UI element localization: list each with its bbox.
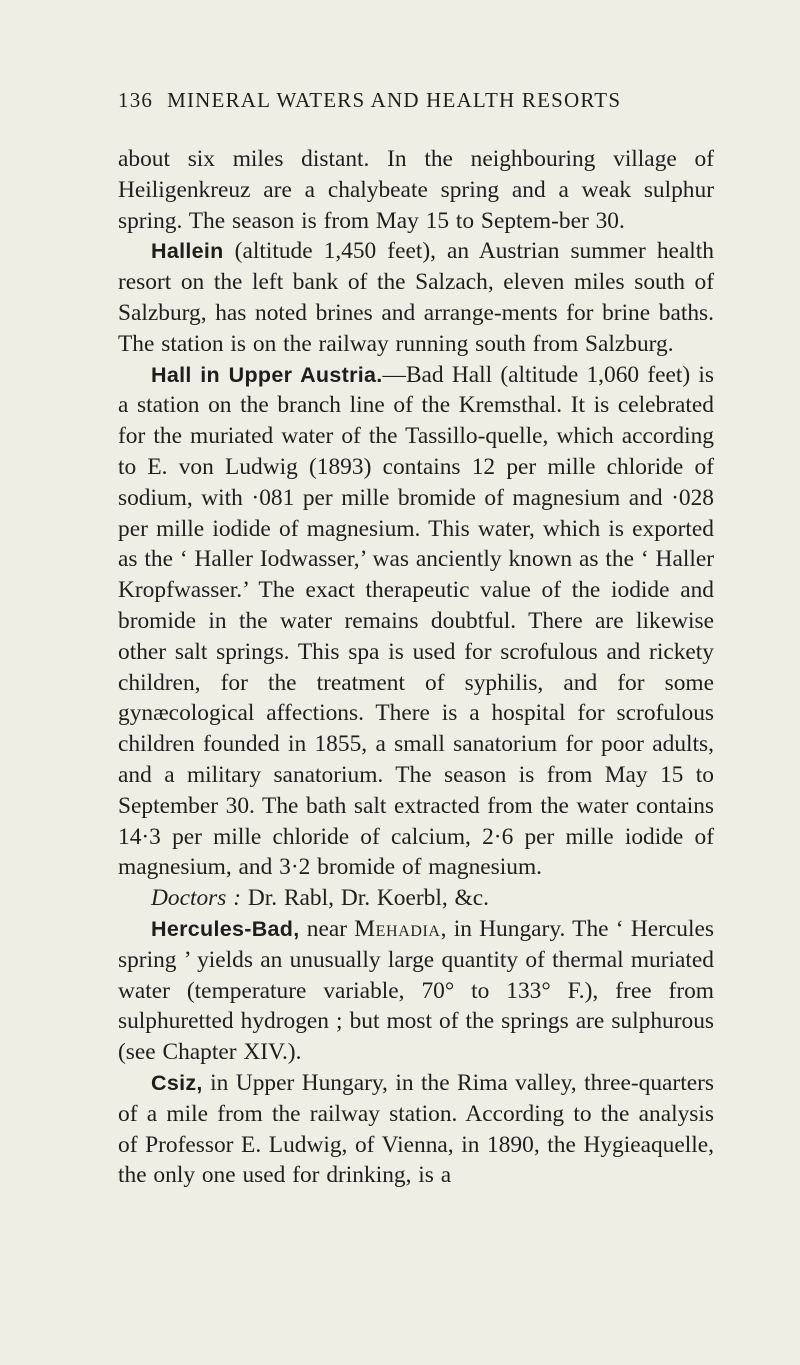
running-head bbox=[118, 88, 718, 113]
entry-text: —Bad Hall (altitude 1,060 feet) is a station on the branch line of the Kremsthal. It is celebrated for the muriated water of the Tassillo-quelle, which according to E. von Ludwig (1893) contains 12 per mille chloride of sodium, with ·081 per mille bromide of magnesium and ·028 per mille iodide of magnesium. This water, which is exported as the ‘ Haller Iodwasser,’ was anciently known as the ‘ Haller Kropfwasser.’ The exact therapeutic value of the iodide and bromide in the water remains doubtful. There are likewise other salt springs. This spa is used for scrofulous and rickety children, for the treatment of syphilis, and for some gynæcological affections. There is a hospital for scrofulous children founded in 1855, a small sanatorium for poor adults, and a military sanatorium. The season is from May 15 to September 30. The bath salt extracted from the water contains 14·3 per mille chloride of calcium, 2·6 per mille iodide of magnesium, and 3·2 bromide of magnesium. bbox=[118, 361, 714, 881]
entry-csiz bbox=[118, 1068, 714, 1191]
entry-text: in Upper Hungary, in the Rima valley, three-quarters of a mile from the railway station. According to the analysis of Professor E. Ludwig, of Vienna, in 1890, the Hygieaquelle, the only one used for drinking, is a bbox=[118, 1069, 714, 1189]
entry-text: near bbox=[299, 915, 355, 942]
entry-heading: Hallein bbox=[151, 239, 224, 264]
place-name: Mehadia bbox=[354, 915, 441, 942]
entry-hercules-bad bbox=[118, 914, 714, 1068]
running-title: MINERAL WATERS AND HEALTH RESORTS bbox=[167, 88, 622, 112]
paragraph-continued bbox=[118, 144, 714, 236]
entry-heading: Hall in Upper Austria. bbox=[151, 362, 383, 387]
entry-heading: Hercules-Bad, bbox=[151, 916, 300, 941]
paragraph-text: about six miles distant. In the neighbouring village of Heiligenkreuz are a chalybeate spring and a weak sulphur spring. The season is from May 15 to Septem-ber 30. bbox=[118, 146, 714, 234]
doctors-names: Dr. Rabl, Dr. Koerbl, &c. bbox=[241, 885, 489, 912]
body-text bbox=[118, 144, 714, 1191]
entry-hall-upper-austria bbox=[118, 360, 714, 884]
page-number: 136 bbox=[118, 88, 154, 112]
doctors-label: Doctors : bbox=[151, 885, 242, 912]
entry-hallein bbox=[118, 236, 714, 359]
entry-text: , in Hungary. The ‘ Hercules spring ’ yields an unusually large quantity of thermal muriated water (temperature variable, 70° to 133° F.), free from sulphuretted hydrogen ; but most of the springs are sulphurous (see Chapter XIV.). bbox=[118, 915, 714, 1066]
entry-text: (altitude 1,450 feet), an Austrian summer health resort on the left bank of the Salzach, eleven miles south of Salzburg, has noted brines and arrange-ments for brine baths. The station is on the railway running south from Salzburg. bbox=[118, 238, 714, 357]
entry-heading: Csiz, bbox=[151, 1070, 203, 1095]
doctors-line bbox=[118, 883, 714, 914]
